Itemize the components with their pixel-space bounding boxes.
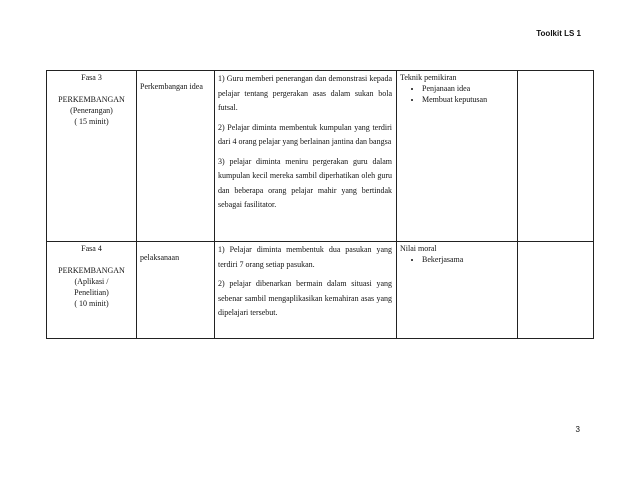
phase-cell — [47, 71, 137, 242]
phase-label: Fasa 3 — [81, 73, 102, 82]
lesson-plan-table — [46, 70, 594, 339]
document-header: Toolkit LS 1 — [536, 29, 581, 38]
values-cell — [397, 242, 518, 339]
phase-subtitle: (Aplikasi / — [74, 277, 109, 286]
procedure-step: 1) Pelajar diminta membentuk dua pasukan yang terdiri 7 orang setiap pasukan. — [218, 245, 392, 269]
list-item: • Penjanaan idea — [422, 83, 514, 94]
activity-cell: Perkembangan idea — [137, 71, 215, 242]
phase-duration: ( 10 minit) — [74, 299, 109, 308]
list-item: • Membuat keputusan — [422, 94, 514, 105]
phase-title: PERKEMBANGAN — [58, 95, 125, 104]
empty-cell — [518, 71, 594, 242]
phase-subtitle: Penelitian) — [74, 288, 109, 297]
values-title: Nilai moral — [400, 244, 437, 253]
page-number: 3 — [575, 425, 580, 434]
phase-subtitle: (Penerangan) — [70, 106, 113, 115]
procedure-step: 2) pelajar dibenarkan bermain dalam situasi yang sebenar sambil mengaplikasikan kemahiran asas yang dipelajari tersebut. — [218, 279, 392, 317]
values-title: Teknik pemikiran — [400, 73, 457, 82]
empty-cell — [518, 242, 594, 339]
phase-duration: ( 15 minit) — [74, 117, 109, 126]
procedure-cell — [215, 71, 397, 242]
table-row — [47, 242, 594, 339]
procedure-cell — [215, 242, 397, 339]
table-row — [47, 71, 594, 242]
values-list — [400, 83, 514, 105]
list-item: • Bekerjasama — [422, 254, 514, 265]
activity-cell: pelaksanaan — [137, 242, 215, 339]
phase-label: Fasa 4 — [81, 244, 102, 253]
values-list — [400, 254, 514, 265]
procedure-step: 1) Guru memberi penerangan dan demonstrasi kepada pelajar tentang pergerakan asas dalam sukan bola futsal. — [218, 74, 392, 112]
values-cell — [397, 71, 518, 242]
procedure-step: 3) pelajar diminta meniru pergerakan guru dalam kumpulan kecil mereka sambil diperhatikan oleh guru dan beberapa orang pelajar mahir yang bertindak sebagai fasilitator. — [218, 156, 392, 209]
phase-title: PERKEMBANGAN — [58, 266, 125, 275]
procedure-step: 2) Pelajar diminta membentuk kumpulan yang terdiri dari 4 orang pelajar yang berlainan jantina dan bangsa — [218, 122, 392, 146]
phase-cell — [47, 242, 137, 339]
